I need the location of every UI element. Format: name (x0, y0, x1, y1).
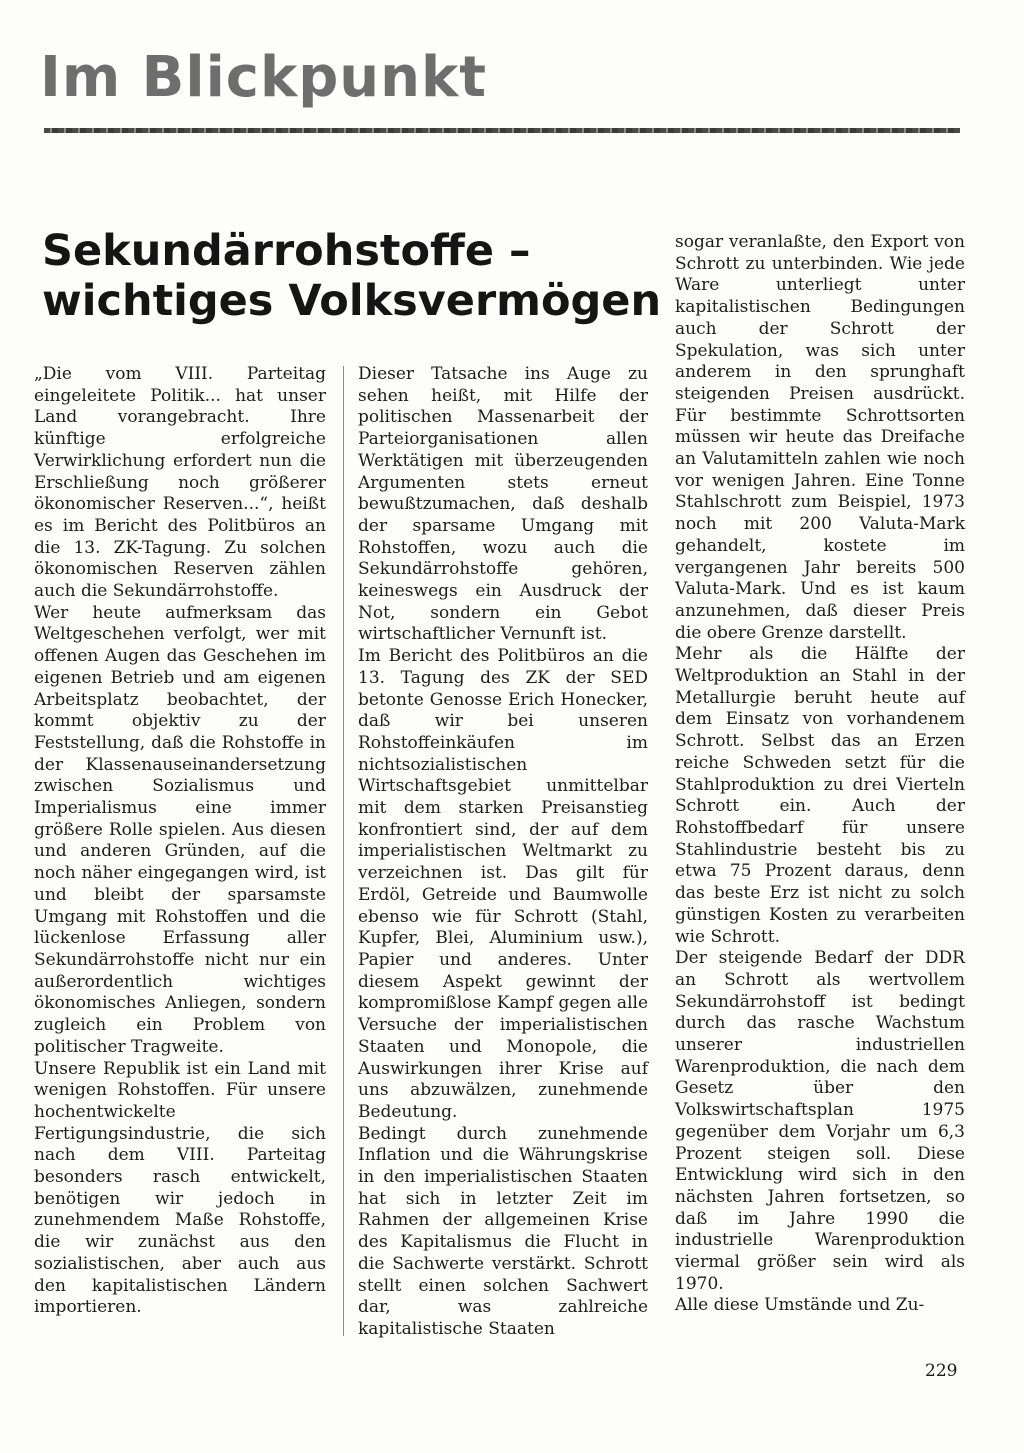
paragraph: Unsere Republik ist ein Land mit wenigen Rohstoffen. Für unsere hochentwickelte Fertigungsindustrie, die sich nach dem VIII. Parteitag besonders rasch entwickelt, benötigen wir jedoch in zunehmendem Maße Rohstoffe, die wir zunächst aus den sozialistischen, aber auch aus den kapitalistischen Ländern importieren. (34, 1058, 326, 1318)
paragraph: Dieser Tatsache ins Auge zu sehen heißt, mit Hilfe der politischen Massenarbeit der Parteiorganisationen allen Werktätigen mit überzeugenden Argumenten stets erneut bewußtzumachen, daß deshalb der sparsame Umgang mit Rohstoffen, wozu auch die Sekundärrohstoffe gehören, keineswegs ein Ausdruck der Not, sondern ein Gebot wirtschaftlicher Vernunft ist. (358, 364, 648, 645)
column-divider (343, 366, 344, 1336)
paragraph: Mehr als die Hälfte der Weltproduktion an Stahl in der Metallurgie beruht heute auf dem Einsatz von vorhandenem Schrott. Selbst das an Erzen reiche Schweden setzt für die Stahlproduktion zu drei Vierteln Schrott ein. Auch der Rohstoffbedarf für unsere Stahlindustrie besteht bis zu etwa 75 Prozent daraus, denn das beste Erz ist nicht zu solch günstigen Kosten zu verarbeiten wie Schrott. (675, 644, 965, 947)
paragraph: „Die vom VIII. Parteitag eingeleitete Politik... hat unser Land vorangebracht. Ihre künftige erfolgreiche Verwirklichung erfordert nun die Erschließung noch größerer ökonomischer Reserven...“, heißt es im Bericht des Politbüros an die 13. ZK-Tagung. Zu solchen ökonomischen Reserven zählen auch die Sekundärrohstoffe. (34, 364, 326, 602)
paragraph: Wer heute aufmerksam das Weltgeschehen verfolgt, wer mit offenen Augen das Geschehen im eigenen Betrieb und am eigenen Arbeitsplatz beobachtet, der kommt objektiv zu der Feststellung, daß die Rohstoffe in der Klassenauseinandersetzung zwischen Sozialismus und Imperialismus eine immer größere Rolle spielen. Aus diesen und anderen Gründen, auf die noch näher eingegangen wird, ist und bleibt der sparsamste Umgang mit Rohstoffen und die lückenlose Erfassung aller Sekundärrohstoffe nicht nur ein außerordentlich wichtiges ökonomisches Anliegen, sondern zugleich ein Problem von politischer Tragweite. (34, 602, 326, 1057)
column-right (675, 232, 965, 1317)
headline-line-1: Sekundärrohstoffe – (42, 226, 531, 276)
page-number: 229 (925, 1361, 958, 1381)
paragraph: Im Bericht des Politbüros an die 13. Tagung des ZK der SED betonte Genosse Erich Honecker, daß wir bei unseren Rohstoffeinkäufen im nichtsozialistischen Wirtschaftsgebiet unmittelbar mit dem starken Preisanstieg konfrontiert sind, der auf dem imperialistischen Weltmarkt zu verzeichnen ist. Das gilt für Erdöl, Getreide und Baumwolle ebenso wie für Schrott (Stahl, Kupfer, Blei, Aluminium usw.), Papier und anderes. Unter diesem Aspekt gewinnt der kompromißlose Kampf gegen alle Versuche der imperialistischen Staaten und Monopole, die Auswirkungen ihrer Krise auf uns abzuwälzen, zunehmende Bedeutung. (358, 646, 648, 1122)
headline-line-2: wichtiges Volksvermögen (42, 276, 662, 326)
article-headline (42, 226, 662, 326)
section-title: Im Blickpunkt (40, 45, 488, 110)
paragraph: Alle diese Umstände und Zu- (675, 1295, 925, 1316)
column-middle (358, 364, 648, 1341)
column-left (34, 364, 326, 1319)
section-rule (44, 128, 960, 133)
paragraph: Bedingt durch zunehmende Inflation und die Währungskrise in den imperialistischen Staaten hat sich in letzter Zeit im Rahmen der allgemeinen Krise des Kapitalismus die Flucht in die Sachwerte verstärkt. Schrott stellt einen solchen Sachwert dar, was zahlreiche kapitalistische Staaten (358, 1123, 648, 1339)
paragraph: Der steigende Bedarf der DDR an Schrott als wertvollem Sekundärrohstoff ist bedingt durch das rasche Wachstum unserer industriellen Warenproduktion, die nach dem Gesetz über den Volkswirtschaftsplan 1975 gegenüber dem Vorjahr um 6,3 Prozent steigen soll. Diese Entwicklung wird sich in den nächsten Jahren fortsetzen, so daß im Jahre 1990 die industrielle Warenproduktion viermal größer sein wird als 1970. (675, 948, 965, 1294)
paragraph: sogar veranlaßte, den Export von Schrott zu unterbinden. Wie jede Ware unterliegt unter kapitalistischen Bedingungen auch der Schrott der Spekulation, was sich unter anderem in den sprunghaft steigenden Preisen ausdrückt. Für bestimmte Schrottsorten müssen wir heute das Dreifache an Valutamitteln zahlen wie noch vor wenigen Jahren. Eine Tonne Stahlschrott zum Beispiel, 1973 noch mit 200 Valuta-Mark gehandelt, kostete im vergangenen Jahr bereits 500 Valuta-Mark. Und es ist kaum anzunehmen, daß dieser Preis die obere Grenze darstellt. (675, 232, 965, 643)
